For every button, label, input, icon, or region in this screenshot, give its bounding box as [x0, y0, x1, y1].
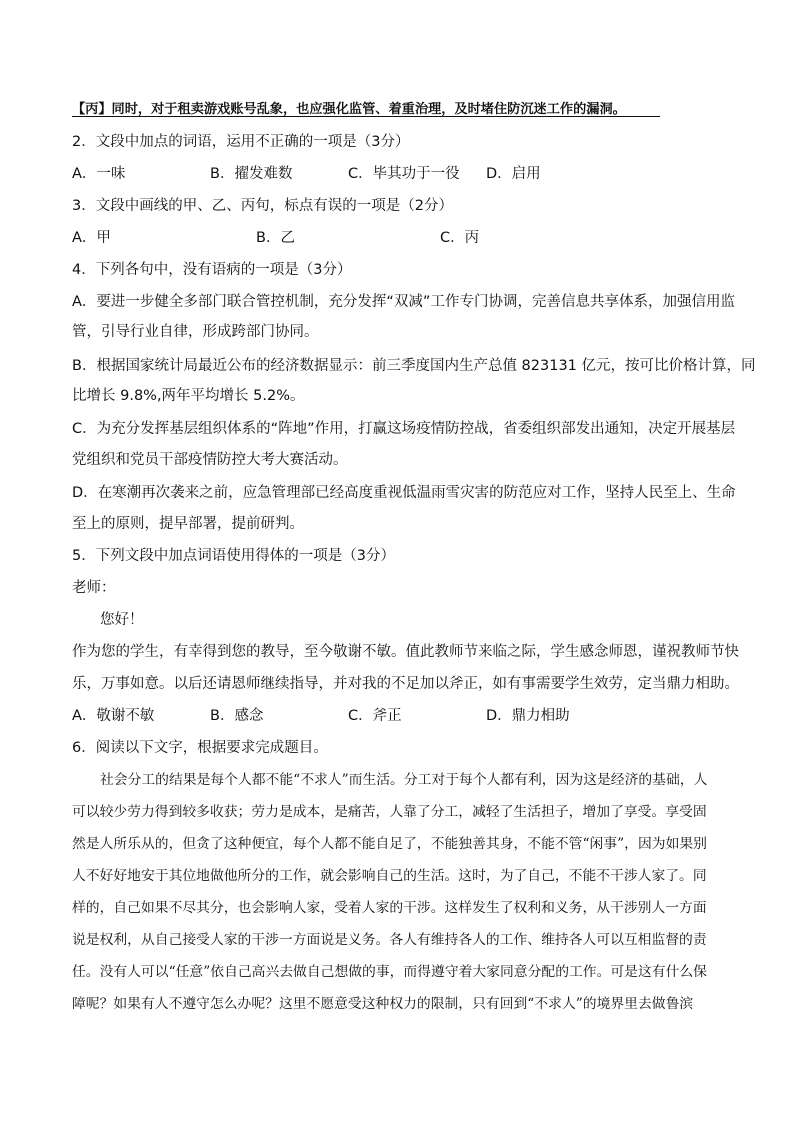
q3-option-b: B．乙: [256, 230, 295, 246]
passage-line: 然是人所乐从的，但贪了这种便宜，每个人都不能自足了，不能独善其身，不能不管“闲事”，因为如果别: [72, 836, 707, 852]
passage-line: 人不好好地安于其位地做他所分的工作，就会影响自己的生活。这时，为了自己，不能不干涉人家了。同: [72, 868, 707, 884]
q5-option-b: B．感念: [210, 708, 264, 724]
sentence-underline: [72, 116, 660, 117]
q5-body-line2: 乐，万事如意。以后还请恩师继续指导，并对我的不足加以斧正，如有事需要学生效劳，定当鼎力相助。: [72, 676, 739, 692]
q6-stem: 6．阅读以下文字，根据要求完成题目。: [72, 740, 328, 756]
q4-option-a-line1: A．要进一步健全多部门联合管控机制，充分发挥“双减”工作专门协调，完善信息共享体系，加强信用监: [72, 294, 735, 310]
q3-stem: 3．文段中画线的甲、乙、丙句，标点有误的一项是（2分）: [72, 198, 453, 214]
q5-greeting: 您好！: [100, 612, 144, 628]
q3-option-c: C．丙: [440, 230, 480, 246]
passage-line: 说是权利，从自己接受人家的干涉一方面说是义务。各人有维持各人的工作、维持各人可以互相监督的责: [72, 932, 707, 948]
q4-option-a-line2: 管，引导行业自律，形成跨部门协同。: [72, 324, 319, 340]
passage-line: 样的，自己如果不尽其分，也会影响人家，受着人家的干涉。这样发生了权利和义务，从干涉别人一方面: [72, 900, 707, 916]
q2-stem: 2．文段中加点的词语，运用不正确的一项是（3分）: [72, 134, 410, 150]
passage-line: 社会分工的结果是每个人都不能“不求人”而生活。分工对于每个人都有利，因为这是经济的基础，人: [100, 772, 708, 788]
q2-option-b: B．擢发难数: [210, 166, 293, 182]
q4-option-c-line2: 党组织和党员干部疫情防控大考大赛活动。: [72, 452, 348, 468]
passage-line: 可以较少劳力得到较多收获；劳力是成本，是痛苦，人靠了分工，减轻了生活担子，增加了享受。享受固: [72, 804, 707, 820]
q5-body-line1: 作为您的学生，有幸得到您的教导，至今敬谢不敏。值此教师节来临之际，学生感念师恩，谨祝教师节快: [72, 644, 739, 660]
q4-option-b-line2: 比增长 9.8%,两年平均增长 5.2%。: [72, 388, 305, 404]
passage-line: 障呢？如果有人不遵守怎么办呢？这里不愿意受这种权力的限制，只有回到“不求人”的境界里去做鲁滨: [72, 996, 694, 1012]
q5-option-c: C．斧正: [348, 708, 402, 724]
q5-salutation: 老师：: [72, 580, 116, 596]
q4-option-b-line1: B．根据国家统计局最近公布的经济数据显示：前三季度国内生产总值 823131 亿元，按可比价格计算，同: [72, 358, 756, 374]
q4-option-d-line2: 至上的原则，提早部署，提前研判。: [72, 516, 304, 532]
q5-option-d: D．鼎力相助: [486, 708, 570, 724]
q2-option-a: A．一味: [72, 166, 126, 182]
passage-sentence-bing: 【丙】同时，对于租卖游戏账号乱象，也应强化监管、着重治理，及时堵住防沉迷工作的漏洞。: [72, 102, 626, 117]
passage-line: 任。没有人可以“任意”依自己高兴去做自己想做的事，而得遵守着大家同意分配的工作。可是这有什么保: [72, 964, 707, 980]
q4-option-d-line1: D．在寒潮再次袭来之前，应急管理部已经高度重视低温雨雪灾害的防范应对工作，坚持人民至上、生命: [72, 485, 736, 501]
q4-option-c-line1: C．为充分发挥基层组织体系的“阵地”作用，打赢这场疫情防控战，省委组织部发出通知，决定开展基层: [72, 421, 736, 437]
q2-option-d: D．启用: [486, 166, 541, 182]
q3-option-a: A．甲: [72, 230, 111, 246]
q2-option-c: C．毕其功于一役: [348, 166, 460, 182]
q5-stem: 5．下列文段中加点词语使用得体的一项是（3分）: [72, 548, 395, 564]
q4-stem: 4．下列各句中，没有语病的一项是（3分）: [72, 262, 352, 278]
q5-option-a: A．敬谢不敏: [72, 708, 155, 724]
